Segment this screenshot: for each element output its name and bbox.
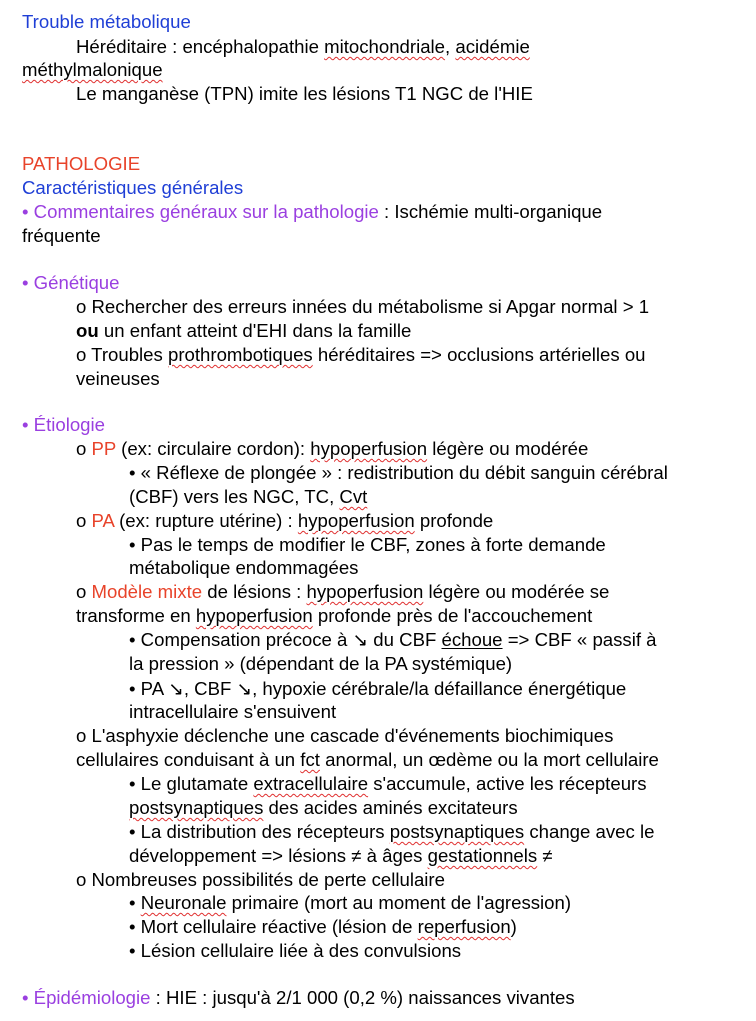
spellcheck-word: extracellulaire bbox=[253, 773, 369, 794]
spellcheck-word: postsynaptiques bbox=[129, 797, 264, 818]
text-line: intracellulaire s'ensuivent bbox=[129, 701, 337, 722]
spellcheck-word: fct bbox=[300, 749, 320, 770]
text-line: Héréditaire : encéphalopathie mitochondriale, acidémie bbox=[76, 36, 530, 57]
text-line: • Lésion cellulaire liée à des convulsions bbox=[129, 940, 462, 961]
spellcheck-word: postsynaptiques bbox=[389, 821, 525, 842]
text-line: o PA (ex: rupture utérine) : hypoperfusion profonde bbox=[76, 510, 494, 531]
spellcheck-word: méthylmalonique bbox=[22, 59, 163, 80]
text-line: la pression » (dépendant de la PA systémique) bbox=[129, 653, 513, 674]
spellcheck-word: hypoperfusion bbox=[306, 581, 424, 602]
spellcheck-word: Cvt bbox=[339, 486, 368, 507]
topic-label-genetique: • Génétique bbox=[22, 272, 120, 293]
spellcheck-word: prothrombotiques bbox=[168, 344, 313, 365]
text-line: métabolique endommagées bbox=[129, 557, 359, 578]
text-line: (CBF) vers les NGC, TC, Cvt bbox=[129, 486, 368, 507]
text-line: • Épidémiologie : HIE : jusqu'à 2/1 000 (0,2 %) naissances vivantes bbox=[22, 987, 575, 1008]
text-line: • Compensation précoce à ↘ du CBF échoue => CBF « passif à bbox=[129, 629, 657, 650]
text-line: • Pas le temps de modifier le CBF, zones à forte demande bbox=[129, 534, 606, 555]
text-line: cellulaires conduisant à un fct anormal, un œdème ou la mort cellulaire bbox=[76, 749, 659, 770]
text-line bbox=[22, 58, 163, 82]
spellcheck-word: reperfusion bbox=[417, 916, 511, 937]
spellcheck-word: hypoperfusion bbox=[310, 438, 428, 459]
text-line: développement => lésions ≠ à âges gestationnels ≠ bbox=[129, 845, 553, 866]
spellcheck-word: Neuronale bbox=[140, 892, 227, 913]
text-line: o PP (ex: circulaire cordon): hypoperfusion légère ou modérée bbox=[76, 438, 589, 459]
text-line: veineuses bbox=[76, 368, 160, 389]
topic-label: • Commentaires généraux sur la pathologie bbox=[22, 201, 379, 222]
spellcheck-word: acidémie bbox=[455, 36, 530, 57]
text-line: ou un enfant atteint d'EHI dans la famille bbox=[76, 320, 412, 341]
section-heading-pathologie: PATHOLOGIE bbox=[22, 153, 141, 174]
section-heading-trouble-metabolique: Trouble métabolique bbox=[22, 11, 191, 32]
text-line: • Le glutamate extracellulaire s'accumule, active les récepteurs bbox=[129, 773, 647, 794]
text-line: • PA ↘, CBF ↘, hypoxie cérébrale/la défaillance énergétique bbox=[129, 678, 627, 699]
text-line: • « Réflexe de plongée » : redistribution du débit sanguin cérébral bbox=[129, 462, 668, 483]
spellcheck-word: hypoperfusion bbox=[195, 605, 313, 626]
text-line: • Mort cellulaire réactive (lésion de reperfusion) bbox=[129, 916, 517, 937]
topic-label-epidemiologie: • Épidémiologie bbox=[22, 987, 151, 1008]
text-line: o Troubles prothrombotiques héréditaires => occlusions artérielles ou bbox=[76, 344, 646, 365]
text-line: postsynaptiques des acides aminés excitateurs bbox=[129, 797, 518, 818]
text-line: • Neuronale primaire (mort au moment de l'agression) bbox=[129, 892, 572, 913]
text-line: • La distribution des récepteurs postsynaptiques change avec le bbox=[129, 821, 655, 842]
text-line: • Commentaires généraux sur la pathologie : Ischémie multi-organique bbox=[22, 201, 603, 222]
text-line: Le manganèse (TPN) imite les lésions T1 NGC de l'HIE bbox=[76, 83, 533, 104]
text-line: o L'asphyxie déclenche une cascade d'événements biochimiques bbox=[76, 725, 614, 746]
topic-label-etiologie: • Étiologie bbox=[22, 414, 106, 435]
text-line: fréquente bbox=[22, 225, 101, 246]
text-line: transforme en hypoperfusion profonde près de l'accouchement bbox=[76, 605, 593, 626]
spellcheck-word: mitochondriale bbox=[324, 36, 446, 57]
subheading-caracteristiques: Caractéristiques générales bbox=[22, 177, 244, 198]
text-line: o Rechercher des erreurs innées du métabolisme si Apgar normal > 1 bbox=[76, 296, 650, 317]
spellcheck-word: hypoperfusion bbox=[297, 510, 415, 531]
text-line: o Nombreuses possibilités de perte cellulaire bbox=[76, 869, 445, 890]
spellcheck-word: gestationnels bbox=[427, 845, 538, 866]
text-line: o Modèle mixte de lésions : hypoperfusion légère ou modérée se bbox=[76, 581, 610, 602]
